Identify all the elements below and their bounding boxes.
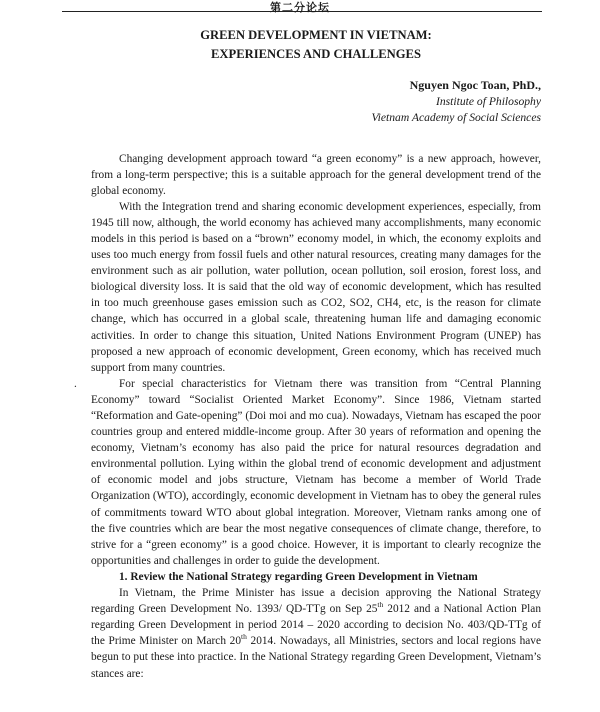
author-name: Nguyen Ngoc Toan, PhD., [409,78,541,92]
section-text-a: In Vietnam, the Prime Minister has issue a decision approving the National Strategy regarding Green Development No. 1393/ QD-TTg on Sep 25 [91,587,541,616]
paragraph-2: With the Integration trend and sharing economic development experiences, especially, from 1945 till now, although, the world economy has achieved many accomplishments, many economic models in this period is based on a “brown” economy model, in which, the economy exploits and uses too much energy from fossil fuels and other natural resources, creating many damages for the environment such as air pollution, water pollution, ocean pollution, soil erosion, forest loss, and biological diversity loss. It is said that the old way of economic development, which has resulted in too much greenhouse gases emission such as CO2, SO2, CH4, etc, is the reason for climate change, which has occurred in a global scale, threatening human life and damaging economic activities. In order to change this situation, United Nations Environment Program (UNEP) has proposed a new approach of economic development, Green economy, which has received much support from many countries. [91,200,541,374]
paragraph-3: For special characteristics for Vietnam there was transition from “Central Planning Economy” toward “Socialist Oriented Market Economy”. Since 1986, Vietnam started “Reformation and Gate-opening” (Doi moi and mo cua). Nowadays, Vietnam has escaped the poor countries group and entered middle-income group. After 30 years of reformation and opening the economy, Vietnam’s economy has also paid the price for natural resources degradation and environmental pollution. Lying within the global trend of economic development and adjustment of economic model and jobs structure, Vietnam has become a member of World Trade Organization (WTO), accordingly, economic development in Vietnam has to obey the general rules of commitments toward WTO about global integration. Moreover, Vietnam ranks among one of the five countries which are bear the most negative consequences of climate change, therefore, to strive for a “green economy” is a good choice. However, it is important to clearly recognize the opportunities and challenges in order to guide the development. [91,377,541,567]
superscript-b: th [241,632,247,642]
title-line-1: GREEN DEVELOPMENT IN VIETNAM: [200,28,432,42]
section-text-b: 2012 and a National Action Plan regarding Green Development in period 2014 – 2020 according to decision No. 403/QD-TTg of the Prime Minister on March 20 [91,603,541,648]
paper-title [91,26,541,64]
body-text [74,151,541,682]
section-paragraph [91,585,541,682]
paragraph-1: Changing development approach toward “a green economy” is a new approach, however, from a long-term perspective; this is a suitable approach for the general development trend of the global economy. [91,152,541,197]
stray-mark: . [74,377,77,390]
title-line-2: EXPERIENCES AND CHALLENGES [211,47,421,61]
section-text-c: 2014. Nowadays, all Ministries, sectors and local regions have begun to put these into practice. In the National Strategy regarding Green Development, Vietnam’s stances are: [91,635,541,680]
page-content [74,22,541,682]
author-affiliation-2: Vietnam Academy of Social Sciences [371,111,541,124]
section-heading: 1. Review the National Strategy regarding Green Development in Vietnam [119,570,478,583]
author-affiliation-1: Institute of Philosophy [436,94,541,108]
superscript-a: th [377,600,384,610]
author-block [91,77,541,127]
paragraph-3-wrapper [74,376,541,569]
running-head: 第二分论坛 [270,1,330,14]
